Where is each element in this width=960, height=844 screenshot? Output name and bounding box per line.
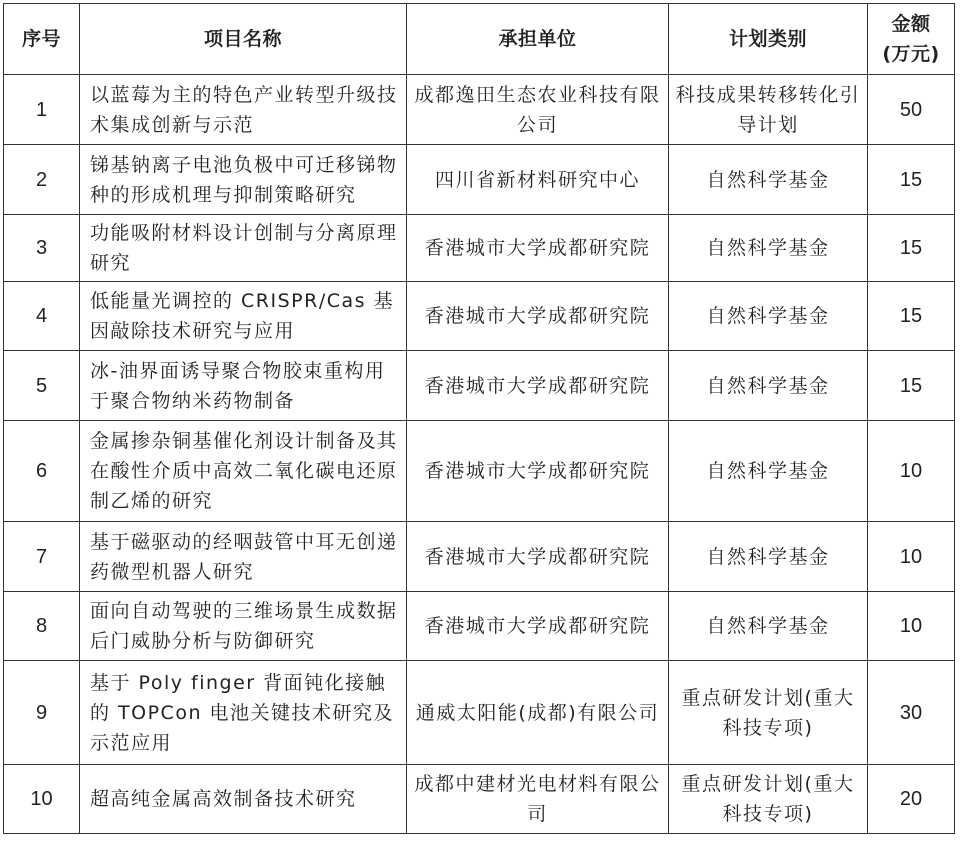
cell-index: 1 bbox=[4, 75, 80, 145]
cell-amount: 10 bbox=[868, 592, 955, 661]
cell-name: 基于 Poly finger 背面钝化接触的 TOPCon 电池关键技术研究及示范应用 bbox=[80, 661, 407, 765]
cell-name: 超高纯金属高效制备技术研究 bbox=[80, 765, 407, 834]
header-name: 项目名称 bbox=[80, 4, 407, 75]
cell-unit: 香港城市大学成都研究院 bbox=[407, 215, 669, 282]
cell-index: 6 bbox=[4, 421, 80, 522]
cell-name: 以蓝莓为主的特色产业转型升级技术集成创新与示范 bbox=[80, 75, 407, 145]
cell-category: 自然科学基金 bbox=[669, 282, 868, 351]
cell-category: 重点研发计划(重大科技专项) bbox=[669, 661, 868, 765]
cell-amount: 10 bbox=[868, 522, 955, 592]
cell-name: 功能吸附材料设计创制与分离原理研究 bbox=[80, 215, 407, 282]
cell-category: 自然科学基金 bbox=[669, 215, 868, 282]
project-table bbox=[3, 3, 955, 834]
table-row bbox=[4, 592, 955, 661]
cell-name: 基于磁驱动的经咽鼓管中耳无创递药微型机器人研究 bbox=[80, 522, 407, 592]
cell-category: 自然科学基金 bbox=[669, 592, 868, 661]
table-row bbox=[4, 215, 955, 282]
table-row bbox=[4, 282, 955, 351]
header-row bbox=[4, 4, 955, 75]
cell-unit: 成都逸田生态农业科技有限公司 bbox=[407, 75, 669, 145]
header-amount-line2: (万元) bbox=[882, 43, 940, 65]
cell-index: 3 bbox=[4, 215, 80, 282]
cell-unit: 成都中建材光电材料有限公司 bbox=[407, 765, 669, 834]
cell-unit: 香港城市大学成都研究院 bbox=[407, 592, 669, 661]
cell-amount: 50 bbox=[868, 75, 955, 145]
table-row bbox=[4, 522, 955, 592]
cell-category: 自然科学基金 bbox=[669, 351, 868, 421]
cell-index: 2 bbox=[4, 145, 80, 215]
cell-unit: 通威太阳能(成都)有限公司 bbox=[407, 661, 669, 765]
table-row bbox=[4, 75, 955, 145]
cell-index: 9 bbox=[4, 661, 80, 765]
cell-index: 8 bbox=[4, 592, 80, 661]
cell-unit: 香港城市大学成都研究院 bbox=[407, 282, 669, 351]
cell-unit: 香港城市大学成都研究院 bbox=[407, 351, 669, 421]
table-row bbox=[4, 421, 955, 522]
cell-category: 自然科学基金 bbox=[669, 421, 868, 522]
cell-name: 金属掺杂铜基催化剂设计制备及其在酸性介质中高效二氧化碳电还原制乙烯的研究 bbox=[80, 421, 407, 522]
cell-unit: 香港城市大学成都研究院 bbox=[407, 421, 669, 522]
table-row bbox=[4, 765, 955, 834]
table-row bbox=[4, 351, 955, 421]
cell-index: 10 bbox=[4, 765, 80, 834]
cell-name: 面向自动驾驶的三维场景生成数据后门威胁分析与防御研究 bbox=[80, 592, 407, 661]
header-amount bbox=[868, 4, 955, 75]
cell-category: 科技成果转移转化引导计划 bbox=[669, 75, 868, 145]
cell-unit: 香港城市大学成都研究院 bbox=[407, 522, 669, 592]
header-unit: 承担单位 bbox=[407, 4, 669, 75]
cell-category: 自然科学基金 bbox=[669, 522, 868, 592]
cell-category: 自然科学基金 bbox=[669, 145, 868, 215]
cell-index: 4 bbox=[4, 282, 80, 351]
cell-amount: 10 bbox=[868, 421, 955, 522]
cell-unit: 四川省新材料研究中心 bbox=[407, 145, 669, 215]
cell-amount: 30 bbox=[868, 661, 955, 765]
header-category: 计划类别 bbox=[669, 4, 868, 75]
header-index: 序号 bbox=[4, 4, 80, 75]
cell-amount: 20 bbox=[868, 765, 955, 834]
cell-name: 锑基钠离子电池负极中可迁移锑物种的形成机理与抑制策略研究 bbox=[80, 145, 407, 215]
cell-amount: 15 bbox=[868, 145, 955, 215]
table-row bbox=[4, 145, 955, 215]
header-amount-line1: 金额 bbox=[891, 13, 931, 35]
cell-index: 5 bbox=[4, 351, 80, 421]
cell-amount: 15 bbox=[868, 215, 955, 282]
cell-amount: 15 bbox=[868, 282, 955, 351]
cell-index: 7 bbox=[4, 522, 80, 592]
cell-name: 低能量光调控的 CRISPR/Cas 基因敲除技术研究与应用 bbox=[80, 282, 407, 351]
cell-name: 冰-油界面诱导聚合物胶束重构用于聚合物纳米药物制备 bbox=[80, 351, 407, 421]
cell-amount: 15 bbox=[868, 351, 955, 421]
cell-category: 重点研发计划(重大科技专项) bbox=[669, 765, 868, 834]
table-row bbox=[4, 661, 955, 765]
